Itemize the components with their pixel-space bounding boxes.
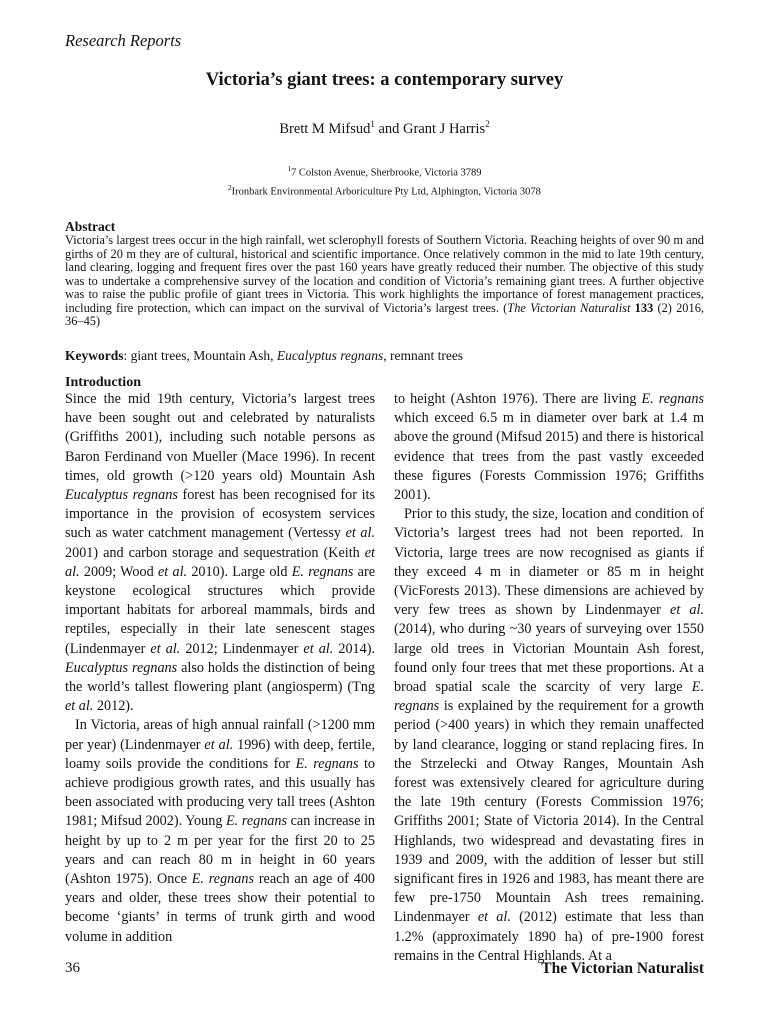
text-run: reach an age of 400 years and older, these trees show their potential to become ‘giants’ in terms of trunk girth and wood volume in addition: [65, 871, 376, 945]
citation-journal: The Victorian Naturalist: [507, 300, 631, 315]
text-run: can increase in height by up to 2 m per year for the first 20 to 25 years and can reach 80 m in height in 60 years (Ashton 1975). Once: [65, 813, 375, 888]
author-2: Grant J Harris: [403, 120, 486, 137]
keywords-label: Keywords: [65, 348, 124, 363]
et-al: et al.: [65, 698, 94, 715]
et-al: et al.: [204, 736, 234, 753]
species-name: E. regnans: [191, 871, 254, 888]
affiliation-1: [65, 162, 704, 181]
text-run: Since the mid 19th century, Victoria’s largest trees have been sought out and celebrated by naturalists (Griffiths 2001), including such notable persons as Baron Ferdinand von Mueller (Mace 1996). In recent times, old growth (>120 years old) Mountain Ash: [65, 391, 375, 484]
text-run: are keystone ecological structures which provide important habitats for arboreal mammals, birds and reptiles, especially in their late senescent stages (Lindenmayer: [65, 563, 375, 657]
paragraph: [394, 505, 704, 966]
article-title: Victoria’s giant trees: a contemporary survey: [205, 70, 564, 90]
text-run: which exceed 6.5 m in diameter over bark at 1.4 m above the ground (Mifsud 2015) and there is historical evidence that trees from the past vastly exceeded these figures (Forests Commission 1976; Griffiths 2001).: [394, 410, 704, 504]
paragraph: [394, 390, 704, 505]
text-run: 2012).: [93, 698, 134, 715]
text-run: 2012; Lindenmayer: [180, 640, 304, 657]
text-run: 1996) with deep, fertile, loamy soils provide the conditions for: [65, 736, 375, 772]
text-run: (2014), who during ~30 years of surveying over 1550 large old trees in Victorian Mountain Ash forest, found only four trees that met these proportions. At a broad spatial scale the scarcity of very large: [394, 621, 704, 696]
species-name: E. regnans: [394, 679, 704, 715]
et-al: et al.: [303, 640, 334, 657]
et-al: et al.: [65, 544, 375, 580]
paragraph: [65, 390, 375, 716]
affiliation-1-mark: 1: [287, 165, 291, 173]
species-name: Eucalyptus regnans: [65, 659, 178, 676]
author-line: [65, 119, 704, 138]
affiliation-2: [65, 181, 704, 200]
keywords-species: Eucalyptus regnans: [276, 348, 384, 363]
citation-open: (: [498, 300, 508, 315]
citation-volume: 133: [630, 300, 654, 315]
affiliation-1-text: 7 Colston Avenue, Sherbrooke, Victoria 3789: [290, 167, 482, 179]
keywords-text-b: , remnant trees: [383, 348, 464, 363]
author-join: and: [374, 120, 404, 137]
text-run: Prior to this study, the size, location and condition of Victoria’s largest trees had not been reported. In Victoria, large trees are now recognised as giants if they exceed 4 m in diameter or 85 m in height (VicForests 2013). These dimensions are achieved by very few trees as shown by Lindenmayer: [394, 506, 704, 619]
text-run: also holds the distinction of being the world’s tallest flowering plant (angiosperm) (Tng: [65, 659, 375, 696]
text-run: to height (Ashton 1976). There are living: [394, 391, 642, 407]
species-name: Eucalyptus regnans: [65, 487, 178, 504]
author-1-affil-mark: 1: [370, 119, 375, 129]
text-run: forest has been recognised for its importance in the provision of ecosystem services such as water catchment management (Vertessy: [65, 487, 375, 542]
text-run: 2014).: [333, 640, 375, 657]
abstract-body: [65, 234, 704, 329]
body-column-left: [65, 390, 375, 947]
introduction-heading: Introduction: [65, 375, 141, 390]
text-run: 2010). Large old: [187, 563, 292, 580]
et-al: et al.: [345, 525, 375, 542]
et-al: et al.: [477, 909, 511, 926]
abstract-heading: Abstract: [65, 219, 116, 234]
text-run: (2012) estimate that less than 1.2% (approximately 1890 ha) of pre-1900 forest remains in the Central Highlands. At a: [394, 909, 704, 964]
author-1: Brett M Mifsud: [279, 120, 371, 137]
affiliation-2-mark: 2: [228, 183, 232, 192]
abstract-text: Victoria’s largest trees occur in the high rainfall, wet sclerophyll forests of Southern Victoria. Reaching heights of over 90 m and girths of 20 m they are of cultural, historical and scientific importance. Once relatively common in the mid to late 19th century, land clearing, logging and frequent fires over the past 160 years have greatly reduced their number. The objective of this study was to undertake a comprehensive survey of the location and condition of Victoria’s remaining giant trees. A further objective was to raise the public profile of giant trees in Victoria. This work highlights the importance of forest management practices, including fire protection, which can impact on the survival of Victoria’s largest trees.: [65, 233, 704, 315]
et-al: et al.: [157, 563, 188, 580]
text-run: is explained by the requirement for a growth period (>400 years) in which they remain unaffected by land clearance, logging or stand replacing fires. In the Strzelecki and Otway Ranges, Mountain Ash forest was extensively cleared for agriculture during the late 19th century (Forests Commission 1976; Griffiths 2001; State of Victoria 2014). In the Central Highlands, two widespread and devastating fires in 1939 and 2009, with the addition of lesser but still significant fires in 1926 and 1983, has meant there are few pre-1750 Mountain Ash trees remaining. Lindenmayer: [394, 698, 704, 926]
affiliations: [65, 162, 704, 199]
author-2-affil-mark: 2: [485, 119, 490, 129]
paper-page: [65, 0, 704, 1024]
citation-rest: (2) 2016, 36–45): [65, 300, 704, 328]
affiliation-2-text: Ironbark Environmental Arboriculture Pty Ltd, Alphington, Victoria 3078: [231, 186, 541, 197]
species-name: E. regnans: [226, 813, 288, 830]
keywords-line: [65, 348, 704, 364]
body-column-right: [394, 390, 704, 966]
keywords-text-a: : giant trees, Mountain Ash,: [123, 348, 277, 363]
species-name: E. regnans: [295, 755, 359, 772]
journal-name: The Victorian Naturalist: [541, 960, 704, 977]
text-run: to achieve prodigious growth rates, and this usually has been associated with producing very tall trees (Ashton 1981; Mifsud 2002). Young: [65, 755, 375, 830]
species-name: E. regnans: [641, 391, 704, 407]
et-al: et al.: [150, 640, 181, 657]
text-run: 2009; Wood: [79, 563, 158, 580]
et-al: et al.: [670, 602, 704, 619]
section-label: Research Reports: [65, 31, 182, 50]
page-number: 36: [65, 960, 80, 976]
text-run: In Victoria, areas of high annual rainfall (>1200 mm per year) (Lindenmayer: [65, 717, 375, 753]
species-name: E. regnans: [291, 563, 354, 580]
paragraph: [65, 716, 375, 946]
text-run: 2001) and carbon storage and sequestration (Keith: [65, 544, 365, 561]
